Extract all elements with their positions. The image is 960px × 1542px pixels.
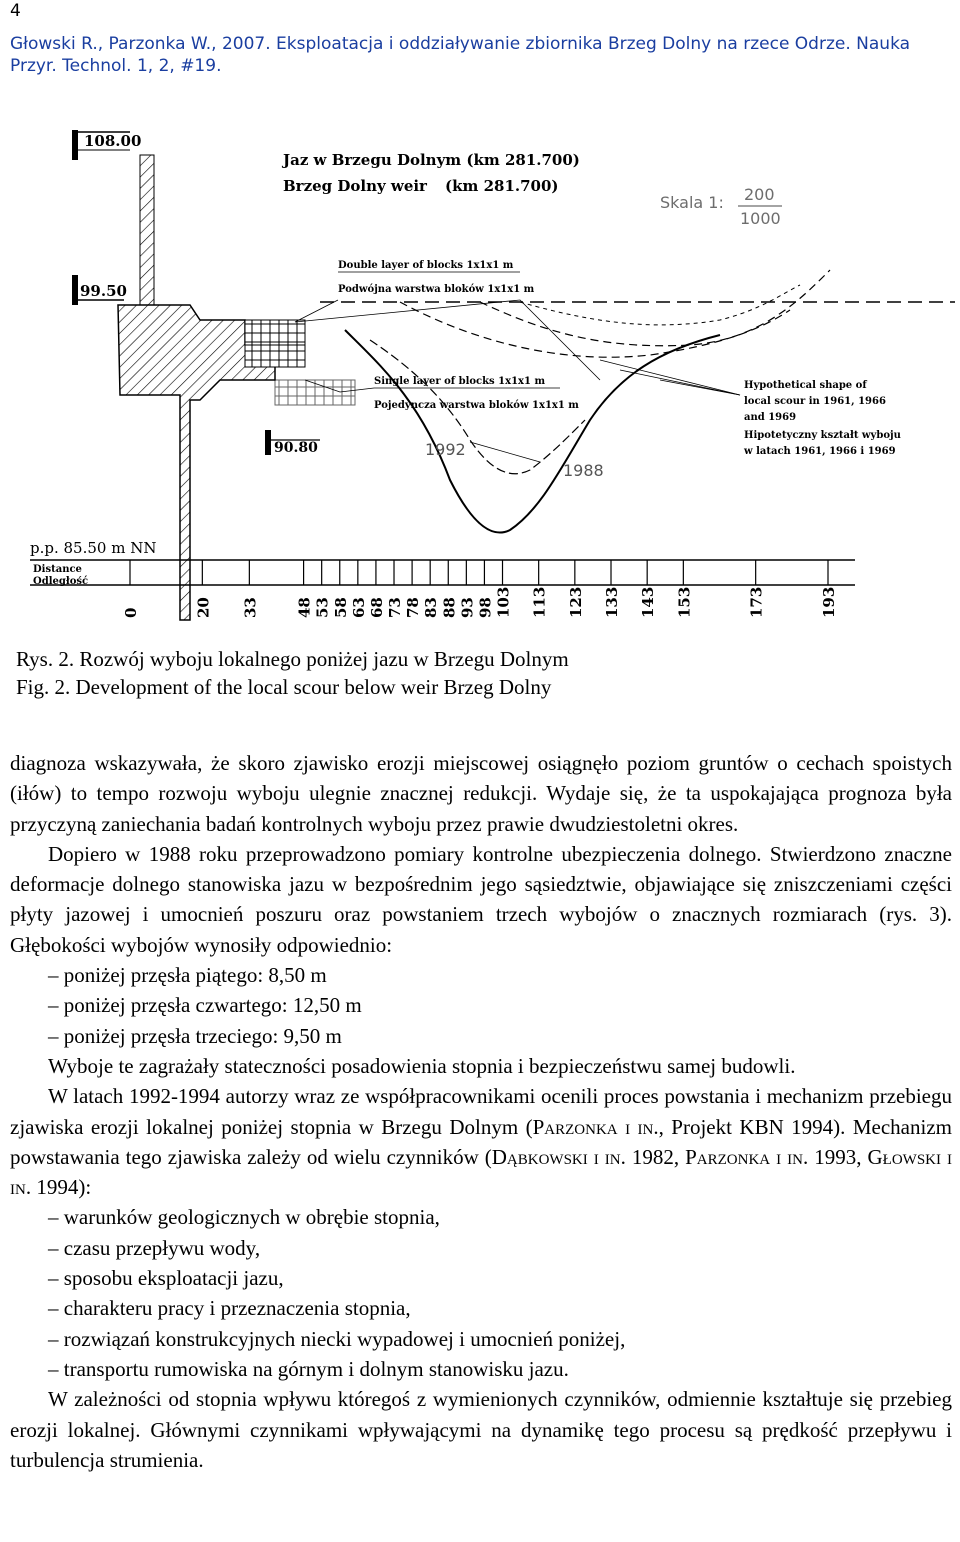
distance-label-48: 48	[295, 597, 314, 618]
p4-text-a: W latach 1992-1994 autorzy wraz ze współpracownikami ocenili proces powstania i mechanizm przebiegu zjawiska erozji lokalnej poniżej stopnia w Brzegu Dolnym (	[10, 1084, 952, 1139]
level-90: 90.80	[274, 440, 318, 456]
figure-title-pl: Jaz w Brzegu Dolnym (km 281.700)	[283, 151, 580, 169]
caption-pl: Rys. 2. Rozwój wyboju lokalnego poniżej jazu w Brzegu Dolnym	[16, 647, 569, 671]
paragraph-3: Wyboje te zagrażały stateczności posadowienia stopnia i bezpieczeństwu samej budowli.	[48, 1053, 796, 1078]
distance-label-123: 123	[566, 586, 585, 618]
factor-item: – warunków geologicznych w obrębie stopnia,	[48, 1205, 440, 1230]
distance-label-20: 20	[194, 597, 213, 618]
distance-label-103: 103	[494, 586, 513, 618]
distance-label-113: 113	[530, 586, 549, 618]
factor-item: – sposobu eksploatacji jazu,	[48, 1266, 284, 1291]
distance-en: Distance	[33, 564, 82, 575]
depth-item: – poniżej przęsła czwartego: 12,50 m	[48, 993, 362, 1018]
depth-item: – poniżej przęsła trzeciego: 9,50 m	[48, 1023, 342, 1048]
year-1992-label: 1992	[425, 440, 466, 459]
hypothetical-scour-label	[743, 380, 901, 457]
ref-parzonka-1993: Parzonka i in.	[685, 1144, 809, 1169]
scale-denominator: 1000	[740, 209, 781, 228]
double-layer-pl: Podwójna warstwa bloków 1x1x1 m	[338, 284, 535, 295]
scale-numerator: 200	[744, 185, 775, 204]
distance-label-88: 88	[440, 597, 459, 618]
svg-text:Hypothetical shape of: Hypothetical shape of	[744, 380, 867, 391]
scour-figure	[0, 110, 960, 650]
distance-label-153: 153	[675, 586, 694, 618]
caption-en: Fig. 2. Development of the local scour below weir Brzeg Dolny	[16, 675, 552, 699]
distance-label-98: 98	[476, 597, 495, 618]
p4-text-c: 1982,	[625, 1144, 686, 1169]
page-number: 4	[10, 1, 21, 21]
single-layer-pl: Pojedyncza warstwa bloków 1x1x1 m	[374, 400, 579, 411]
p4-text-e: 1994):	[31, 1175, 92, 1200]
distance-label-63: 63	[349, 597, 368, 618]
ref-dabkowski: Dąbkowski i in.	[491, 1144, 626, 1169]
distance-label-53: 53	[313, 597, 332, 618]
body-text	[10, 748, 952, 1475]
svg-text:local scour in 1961, 1966: local scour in 1961, 1966	[744, 396, 886, 407]
svg-text:w latach 1961, 1966 i 1969: w latach 1961, 1966 i 1969	[744, 446, 896, 457]
distance-pl: Odległość	[33, 576, 89, 587]
ref-glowski: Głowski i in.	[10, 1144, 953, 1200]
distance-label-133: 133	[603, 586, 622, 618]
distance-label-93: 93	[458, 597, 477, 618]
scale-label: Skala 1:	[660, 193, 724, 212]
factor-item: – charakteru pracy i przeznaczenia stopnia,	[48, 1296, 411, 1321]
year-1988-label: 1988	[563, 461, 604, 480]
svg-text:and 1969: and 1969	[744, 412, 797, 423]
distance-label-33: 33	[241, 597, 260, 618]
single-layer-en: Single layer of blocks 1x1x1 m	[374, 376, 546, 387]
level-99: 99.50	[80, 282, 127, 300]
distance-label-73: 73	[386, 597, 405, 618]
paragraph-2: Dopiero w 1988 roku przeprowadzono pomiary kontrolne ubezpieczenia dolnego. Stwierdzono znaczne deformacje dolnego stanowiska jazu w bezpośrednim jego sąsiedztwie, objawiające się zniszczeniami części płyty jazowej i umocnień poszuru oraz powstaniem trzech wybojów o znacznych rozmiarach (rys. 3). Głębokości wybojów wynosiły odpowiednio:	[10, 841, 952, 957]
distance-label-68: 68	[367, 597, 386, 618]
svg-text:Hipotetyczny kształt wyboju: Hipotetyczny kształt wyboju	[744, 430, 901, 441]
paragraph-5: W zależności od stopnia wpływu któregoś z wymienionych czynników, odmiennie kształtuje się przebieg erozji lokalnej. Głównymi czynnikami wpływającymi na dynamikę tego procesu są prędkość przepływu i turbulencja strumienia.	[10, 1387, 952, 1472]
level-108: 108.00	[84, 132, 142, 150]
ref-parzonka-1994: Parzonka i in.	[532, 1114, 659, 1139]
datum-label: p.p. 85.50 m NN	[30, 539, 157, 557]
distance-label-58: 58	[331, 597, 350, 618]
distance-label-0: 0	[122, 607, 140, 618]
distance-label-143: 143	[639, 586, 658, 618]
distance-label-83: 83	[422, 597, 441, 618]
factor-item: – rozwiązań konstrukcyjnych niecki wypadowej i umocnień poniżej,	[48, 1326, 626, 1351]
factor-item: – czasu przepływu wody,	[48, 1235, 261, 1260]
distance-ticks	[122, 560, 838, 618]
profile-1992	[345, 330, 720, 533]
citation-header: Głowski R., Parzonka W., 2007. Eksploatacja i oddziaływanie zbiornika Brzeg Dolny na rzece Odrze. Nauka Przyr. Technol. 1, 2, #19.	[10, 34, 911, 76]
p4-text-d: 1993,	[808, 1144, 868, 1169]
p4-text-b: , Projekt KBN 1994). Mechanizm powstawania tego zjawiska zależy od wielu czynników (	[10, 1114, 952, 1169]
depth-item: – poniżej przęsła piątego: 8,50 m	[48, 963, 327, 988]
double-layer-en: Double layer of blocks 1x1x1 m	[338, 260, 514, 271]
figure-title-en-name: Brzeg Dolny weir	[283, 177, 427, 195]
figure-title-en-km: (km 281.700)	[445, 177, 559, 195]
distance-label-78: 78	[404, 597, 423, 618]
distance-label-193: 193	[820, 586, 838, 618]
factor-item: – transportu rumowiska na górnym i dolnym stanowisku jazu.	[48, 1356, 569, 1381]
paragraph-1: diagnoza wskazywała, że skoro zjawisko erozji miejscowej osiągnęło poziom gruntów o cechach spoistych (iłów) to tempo rozwoju wyboju ulegnie znacznej redukcji. Wydaje się, że ta uspokajająca prognoza była przyczyną zaniechania badań kontrolnych wyboju przez prawie dwudziestoletni okres.	[10, 751, 952, 836]
distance-label-173: 173	[747, 586, 766, 618]
paragraph-4	[10, 1081, 952, 1202]
